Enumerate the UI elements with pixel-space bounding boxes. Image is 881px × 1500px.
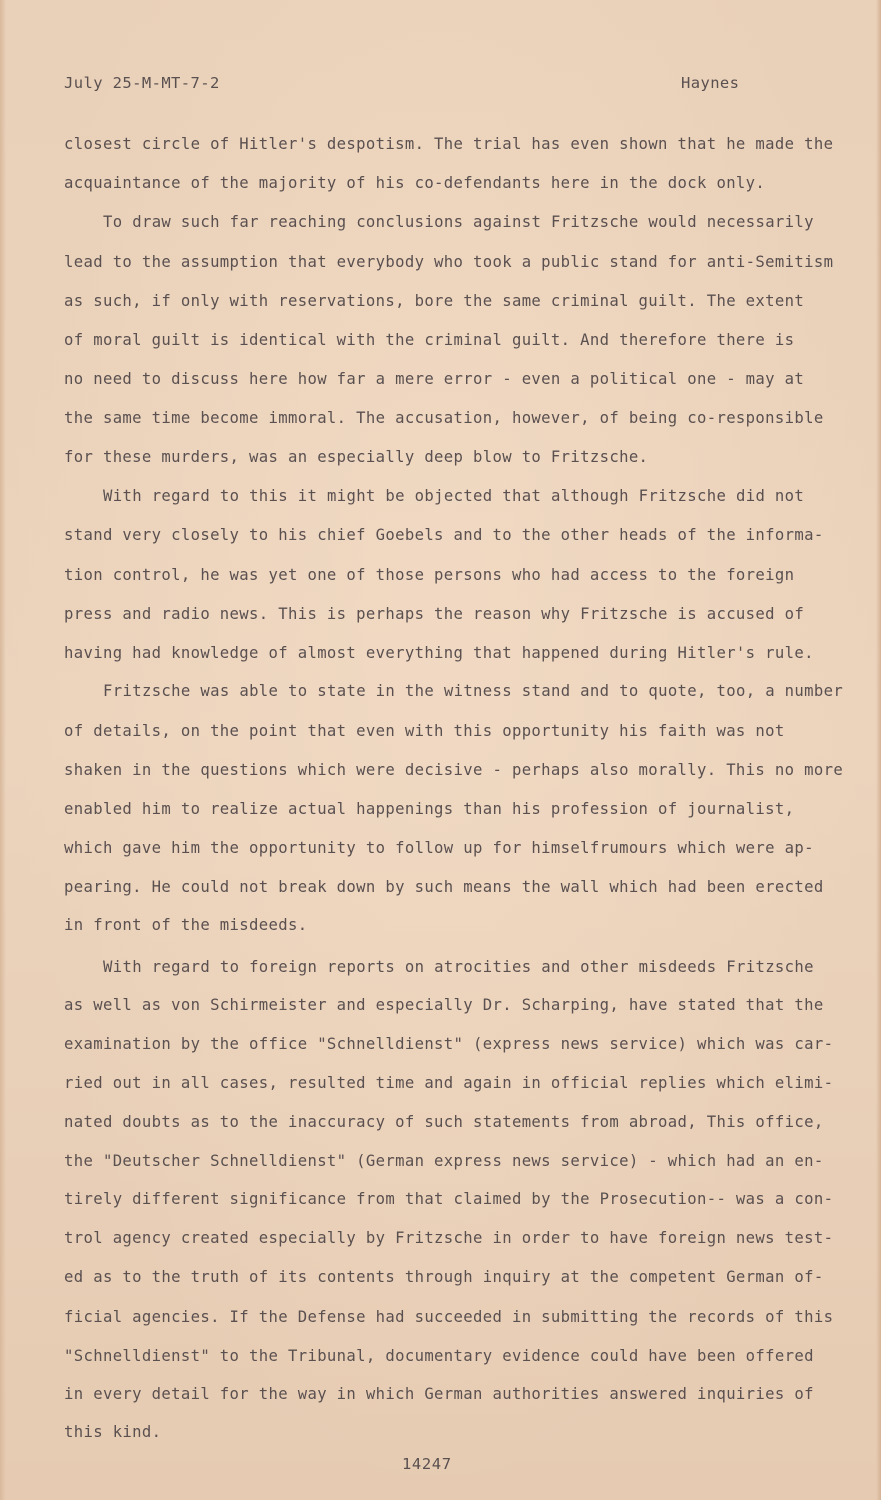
body-line: having had knowledge of almost everything that happened during Hitler's rule. (64, 644, 814, 662)
body-line: press and radio news. This is perhaps the reason why Fritzsche is accused of (64, 605, 805, 623)
page-edge-right (876, 0, 881, 1500)
body-line: ried out in all cases, resulted time and again in official replies which elimi- (64, 1074, 834, 1092)
body-line: tion control, he was yet one of those persons who had access to the foreign (64, 566, 795, 584)
body-line: of moral guilt is identical with the criminal guilt. And therefore there is (64, 331, 795, 349)
body-line: examination by the office "Schnelldienst" (express news service) which was car- (64, 1035, 834, 1053)
body-line: With regard to this it might be objected that although Fritzsche did not (103, 487, 805, 505)
body-line: in front of the misdeeds. (64, 916, 308, 934)
body-line: pearing. He could not break down by such means the wall which had been erected (64, 878, 824, 896)
body-line: this kind. (64, 1423, 162, 1441)
body-line: closest circle of Hitler's despotism. The trial has even shown that he made the (64, 135, 834, 153)
body-line: as well as von Schirmeister and especially Dr. Scharping, have stated that the (64, 996, 824, 1014)
body-line: the same time become immoral. The accusation, however, of being co-responsible (64, 409, 824, 427)
body-line: in every detail for the way in which German authorities answered inquiries of (64, 1385, 814, 1403)
body-line: of details, on the point that even with this opportunity his faith was not (64, 722, 785, 740)
body-line: shaken in the questions which were decisive - perhaps also morally. This no more (64, 761, 844, 779)
body-line: which gave him the opportunity to follow up for himselfrumours which were ap- (64, 839, 814, 857)
header-author: Haynes (681, 74, 740, 92)
body-line: With regard to foreign reports on atrocities and other misdeeds Fritzsche (103, 958, 814, 976)
body-line: To draw such far reaching conclusions against Fritzsche would necessarily (103, 213, 814, 231)
body-line: "Schnelldienst" to the Tribunal, documentary evidence could have been offered (64, 1347, 814, 1365)
page-number: 14247 (402, 1455, 452, 1473)
body-line: for these murders, was an especially deep blow to Fritzsche. (64, 448, 649, 466)
body-line: the "Deutscher Schnelldienst" (German express news service) - which had an en- (64, 1152, 824, 1170)
body-line: ficial agencies. If the Defense had succeeded in submitting the records of this (64, 1308, 834, 1326)
body-line: tirely different significance from that claimed by the Prosecution-- was a con- (64, 1190, 834, 1208)
body-line: acquaintance of the majority of his co-defendants here in the dock only. (64, 174, 766, 192)
body-line: trol agency created especially by Fritzsche in order to have foreign news test- (64, 1229, 834, 1247)
body-line: enabled him to realize actual happenings than his profession of journalist, (64, 800, 795, 818)
body-line: stand very closely to his chief Goebels and to the other heads of the informa- (64, 526, 824, 544)
body-line: ed as to the truth of its contents through inquiry at the competent German of- (64, 1268, 824, 1286)
header-reference: July 25-M-MT-7-2 (64, 74, 220, 92)
body-line: no need to discuss here how far a mere error - even a political one - may at (64, 370, 805, 388)
page-edge-left (0, 0, 6, 1500)
body-line: nated doubts as to the inaccuracy of such statements from abroad, This office, (64, 1113, 824, 1131)
body-line: as such, if only with reservations, bore the same criminal guilt. The extent (64, 292, 805, 310)
body-line: lead to the assumption that everybody who took a public stand for anti-Semitism (64, 253, 834, 271)
body-line: Fritzsche was able to state in the witness stand and to quote, too, a number (103, 682, 844, 700)
